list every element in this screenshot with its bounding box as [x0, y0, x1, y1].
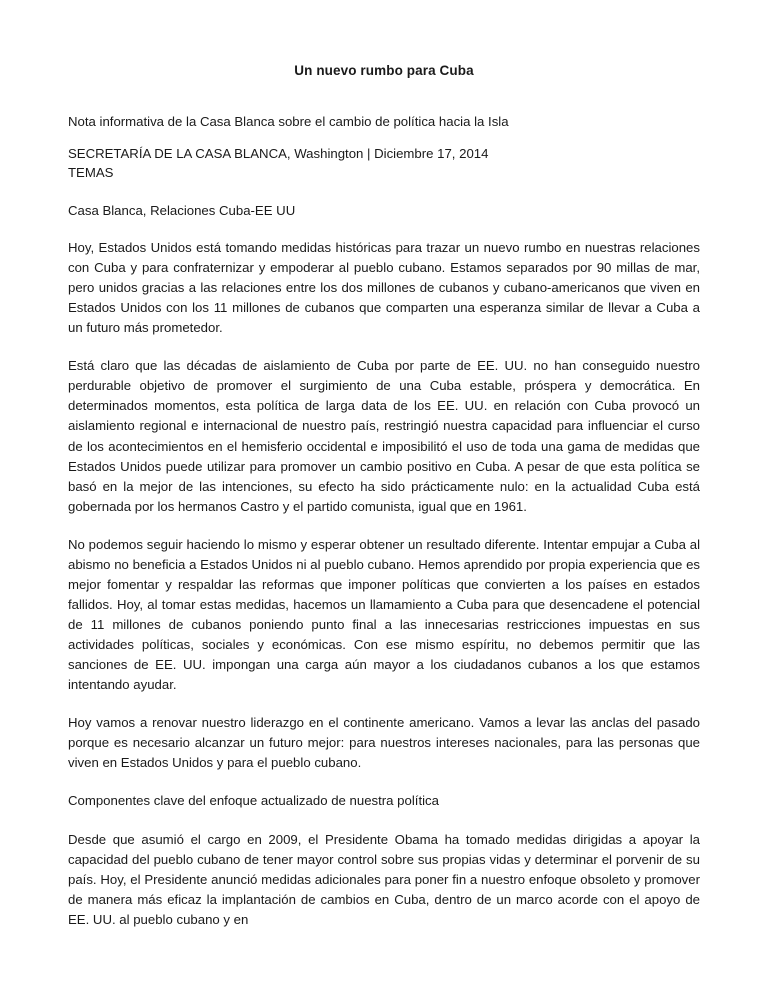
topics-value: Casa Blanca, Relaciones Cuba-EE UU	[68, 202, 296, 218]
meta-spacer	[68, 183, 700, 201]
document-subtitle: Nota informativa de la Casa Blanca sobre el cambio de política hacia la Isla	[68, 114, 509, 130]
document-meta-block	[68, 145, 700, 182]
body-paragraph: Está claro que las décadas de aislamiento de Cuba por parte de EE. UU. no han conseguido nuestro perdurable objetivo de promover el surgimiento de una Cuba estable, próspera y democrática. En determinados momentos, esta política de larga data de los EE. UU. en relación con Cuba provocó un aislamiento regional e internacional de nuestro país, restringió nuestra capacidad para influenciar el curso de los acontecimientos en el hemisferio occidental e imposibilitó el uso de toda una gama de medidas que Estados Unidos puede utilizar para promover un cambio positivo en Cuba. A pesar de que esta política se basó en la mejor de las intenciones, su efecto ha sido prácticamente nulo: en la actualidad Cuba está gobernada por los hermanos Castro y el partido comunista, igual que en 1961.	[68, 358, 700, 514]
body-paragraph: Hoy, Estados Unidos está tomando medidas históricas para trazar un nuevo rumbo en nuestras relaciones con Cuba y para confraternizar y empoderar al pueblo cubano. Estamos separados por 90 millas de mar, pero unidos gracias a las relaciones entre los dos millones de cubanos y cubano-americanos que viven en Estados Unidos con los 11 millones de cubanos que comparten una esperanza similar de llevar a Cuba a un futuro más prometedor.	[68, 239, 700, 336]
section-heading-policy-components: Componentes clave del enfoque actualizado de nuestra política	[68, 793, 439, 809]
topics-spacer	[68, 220, 700, 238]
document-body	[68, 238, 700, 930]
body-paragraph: Hoy vamos a renovar nuestro liderazgo en el continente americano. Vamos a levar las anclas del pasado porque es necesario alcanzar un futuro mejor: para nuestros intereses nacionales, para las personas que viven en Estados Unidos y para el pueblo cubano.	[68, 715, 700, 771]
source-byline: SECRETARÍA DE LA CASA BLANCA, Washington | Diciembre 17, 2014	[68, 146, 489, 162]
page-title: Un nuevo rumbo para Cuba	[294, 63, 474, 78]
title-spacer	[68, 80, 700, 112]
topics-label: TEMAS	[68, 165, 114, 181]
body-paragraph: Desde que asumió el cargo en 2009, el Presidente Obama ha tomado medidas dirigidas a apoyar la capacidad del pueblo cubano de tener mayor control sobre sus propias vidas y determinar el porvenir de su país. Hoy, el Presidente anunció medidas adicionales para poner fin a nuestro enfoque obsoleto y promover de manera más eficaz la implantación de cambios en Cuba, dentro de un marco acorde con el apoyo de EE. UU. al pueblo cubano y en	[68, 831, 700, 927]
body-paragraph: No podemos seguir haciendo lo mismo y esperar obtener un resultado diferente. Intentar empujar a Cuba al abismo no beneficia a Estados Unidos ni al pueblo cubano. Hemos aprendido por propia experiencia que es mejor fomentar y respaldar las reformas que imponer políticas que convierten a los países en estados fallidos. Hoy, al tomar estas medidas, hacemos un llamamiento a Cuba para que desencadene el potencial de 11 millones de cubanos poniendo punto final a las innecesarias restricciones impuestas en sus actividades políticas, sociales y económicas. Con ese mismo espíritu, no debemos permitir que las sanciones de EE. UU. impongan una carga aún mayor a los ciudadanos cubanos a los que estamos intentando ayudar.	[68, 536, 700, 693]
